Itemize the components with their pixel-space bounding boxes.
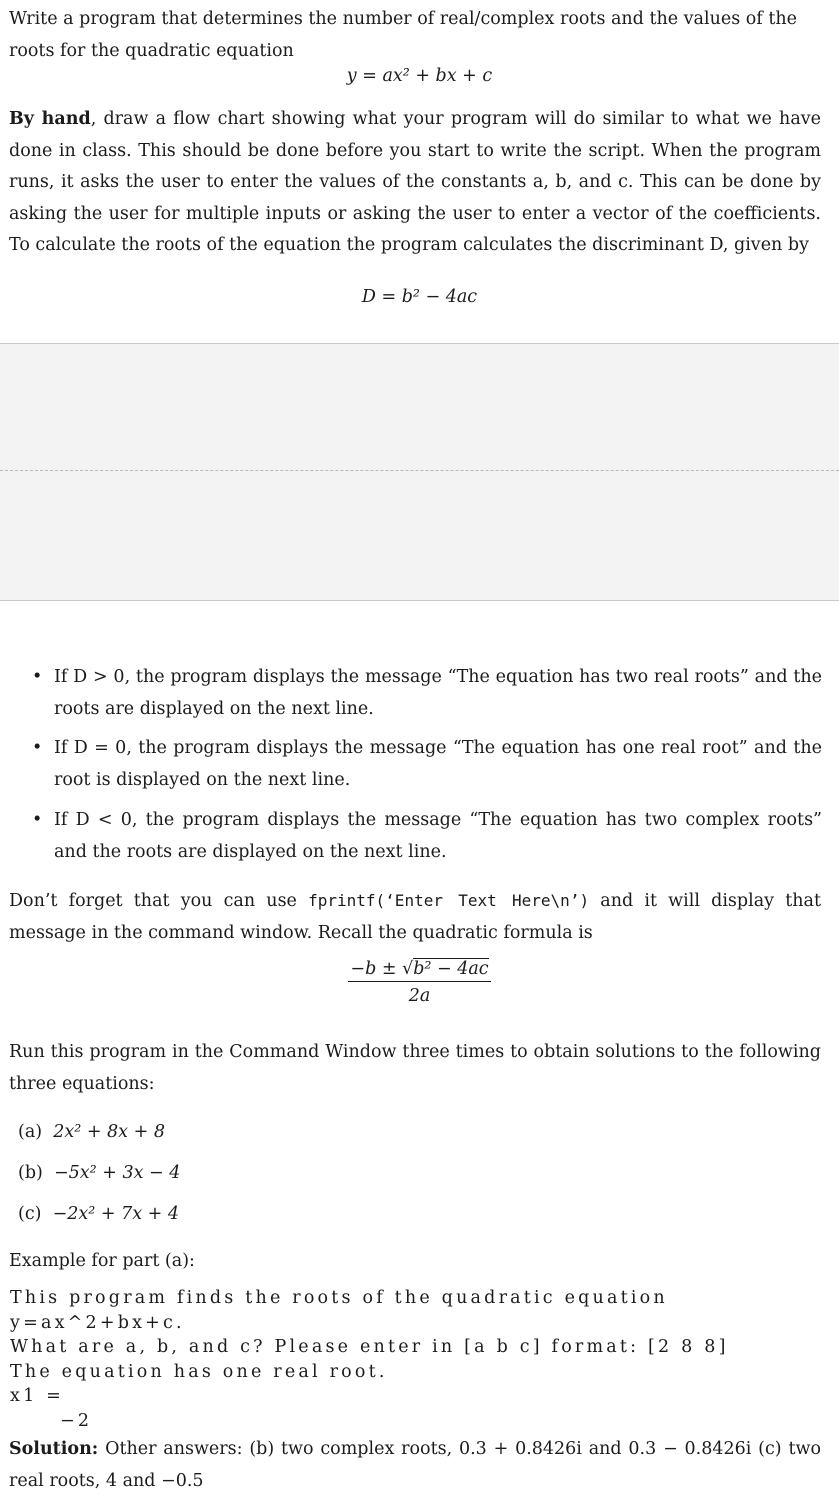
by-hand-emphasis: By hand [9,109,91,129]
fprintf-before: Don’t forget that you can use [9,891,309,911]
formula-denominator: 2a [408,986,431,1006]
part-label: (b) [18,1163,43,1183]
sqrt-symbol: √ [402,959,414,979]
part-c [18,1199,179,1231]
console-line: −2 [60,1410,93,1431]
run-paragraph: Run this program in the Command Window three times to obtain solutions to the following three equations: [9,1042,821,1094]
intro-line-2: roots for the quadratic equation [9,40,294,61]
discriminant-equation: D = b² − 4ac [361,287,478,307]
fprintf-after: and it will display that message in the command window. Recall the quadratic formula is [9,891,821,943]
part-label: (a) [18,1122,43,1142]
part-expression: −5x² + 3x − 4 [54,1163,181,1183]
formula-numerator-left: −b ± [350,959,403,979]
fprintf-code: fprintf(‘Enter Text Here\n’) [308,891,590,910]
part-expression: −2x² + 7x + 4 [52,1204,180,1224]
console-line: The equation has one real root. [10,1361,388,1382]
part-a [18,1117,165,1149]
quadratic-equation: y = ax² + bx + c [346,66,493,86]
console-line: What are a, b, and c? Please enter in [a b c] format: [2 8 8] [10,1337,729,1357]
console-line: This program finds the roots of the quadratic equation y=ax^2+bx+c. [10,1288,668,1333]
bullet-text: If D = 0, the program displays the message “The equation has one real root” and the root is displayed on the next line. [54,738,822,790]
flowchart-instructions [9,104,821,262]
bullet-item-positive [32,662,822,725]
intro-line-1: Write a program that determines the number of real/complex roots and the values of the [9,9,797,29]
part-label: (c) [18,1204,42,1224]
console-line: x1 = [10,1386,65,1406]
example-console-output [10,1286,825,1433]
fprintf-paragraph [9,885,821,949]
part-expression: 2x² + 8x + 8 [53,1122,165,1142]
solution-paragraph [9,1434,821,1497]
quadratic-formula [0,957,839,1008]
bullet-item-negative [32,805,822,868]
solution-text: Other answers: (b) two complex roots, 0.3 + 0.8426i and 0.3 − 0.8426i (c) two real roots, 4 and −0.5 [9,1439,821,1491]
bullet-dot: • [32,667,43,687]
page-break-divider [0,470,839,471]
flowchart-instructions-text: , draw a flow chart showing what your program will do similar to what we have done in class. This should be done before you start to write the script. When the program runs, it asks the user to enter the values of the constants a, b, and c. This can be done by asking the user for multiple inputs or asking the user to enter a vector of the coefficients. To calculate the roots of the equation the program calculates the discriminant D, given by [9,109,822,255]
formula-radicand: b² − 4ac [413,959,489,979]
page-break-band [0,343,839,601]
example-heading: Example for part (a): [9,1251,195,1271]
bullet-dot: • [32,810,43,830]
bullet-text: If D > 0, the program displays the message “The equation has two real roots” and the roots are displayed on the next line. [54,667,822,719]
part-b [18,1158,180,1190]
bullet-text: If D < 0, the program displays the message “The equation has two complex roots” and the roots are displayed on the next line. [54,810,822,862]
intro-paragraph [9,4,821,67]
bullet-item-zero [32,733,822,796]
bullet-dot: • [32,738,43,758]
solution-label: Solution: [9,1439,99,1459]
